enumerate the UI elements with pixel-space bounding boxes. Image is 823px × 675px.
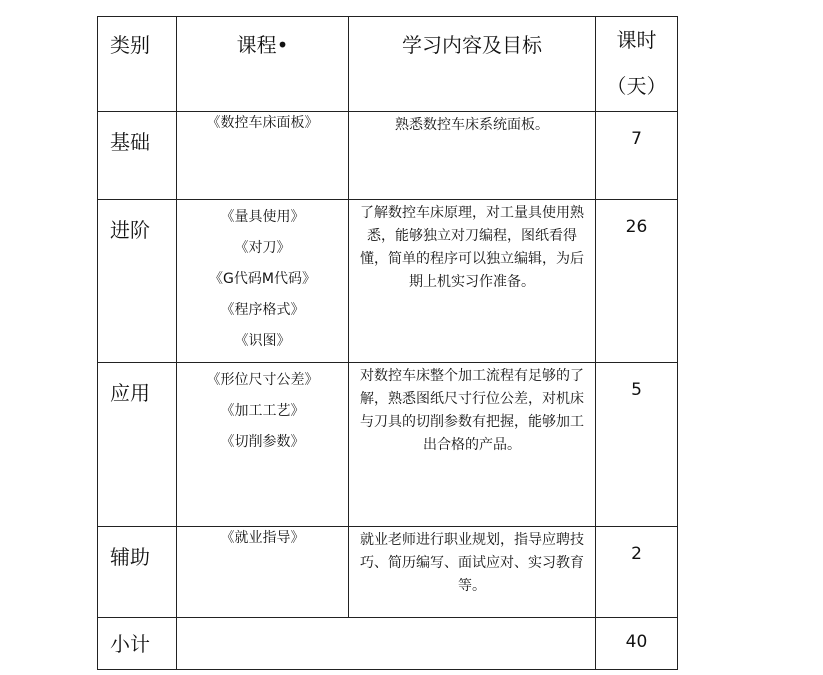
header-category: 类别 [98,17,177,112]
course-item: 《加工工艺》 [220,403,305,419]
row-content: 就业老师进行职业规划，指导应聘技巧、简历编写、面试应对、实习教育等。 [349,527,596,618]
course-table [97,16,678,670]
header-hours-line1: 课时 [616,28,657,52]
row-content: 了解数控车床原理，对工量具使用熟悉，能够独立对刀编程，图纸看得懂，简单的程序可以独立编辑，为后期上机实习作准备。 [349,200,596,363]
row-content: 熟悉数控车床系统面板。 [349,112,596,200]
header-hours [596,17,678,112]
table-row-advanced [98,200,678,363]
table-row-application [98,363,678,527]
course-item: 《G代码M代码》 [209,271,316,287]
row-category: 辅助 [98,527,177,618]
row-hours: 5 [596,363,678,527]
row-hours: 26 [596,200,678,363]
header-course: 课程• [177,17,349,112]
total-hours: 40 [596,618,678,670]
total-blank [177,618,596,670]
course-item: 《对刀》 [234,240,291,256]
course-item: 《形位尺寸公差》 [206,372,319,388]
row-courses [177,527,349,618]
header-row [98,17,678,112]
course-item: 《识图》 [234,333,291,349]
row-category: 进阶 [98,200,177,363]
row-courses [177,363,349,527]
row-hours: 2 [596,527,678,618]
header-hours-line2: （天） [606,74,667,98]
table-row-basic [98,112,678,200]
course-item: 《量具使用》 [220,209,305,225]
course-item: 《切削参数》 [220,434,305,450]
row-content: 对数控车床整个加工流程有足够的了解，熟悉图纸尺寸行位公差，对机床与刀具的切削参数有把握，能够加工出合格的产品。 [349,363,596,527]
course-item: 《程序格式》 [220,302,305,318]
row-courses [177,112,349,200]
course-item: 《数控车床面板》 [206,115,319,131]
row-category: 应用 [98,363,177,527]
table-row-total [98,618,678,670]
row-courses [177,200,349,363]
row-hours: 7 [596,112,678,200]
total-label: 小计 [98,618,177,670]
row-category: 基础 [98,112,177,200]
table-row-support [98,527,678,618]
course-item: 《就业指导》 [220,530,305,546]
header-content: 学习内容及目标 [349,17,596,112]
